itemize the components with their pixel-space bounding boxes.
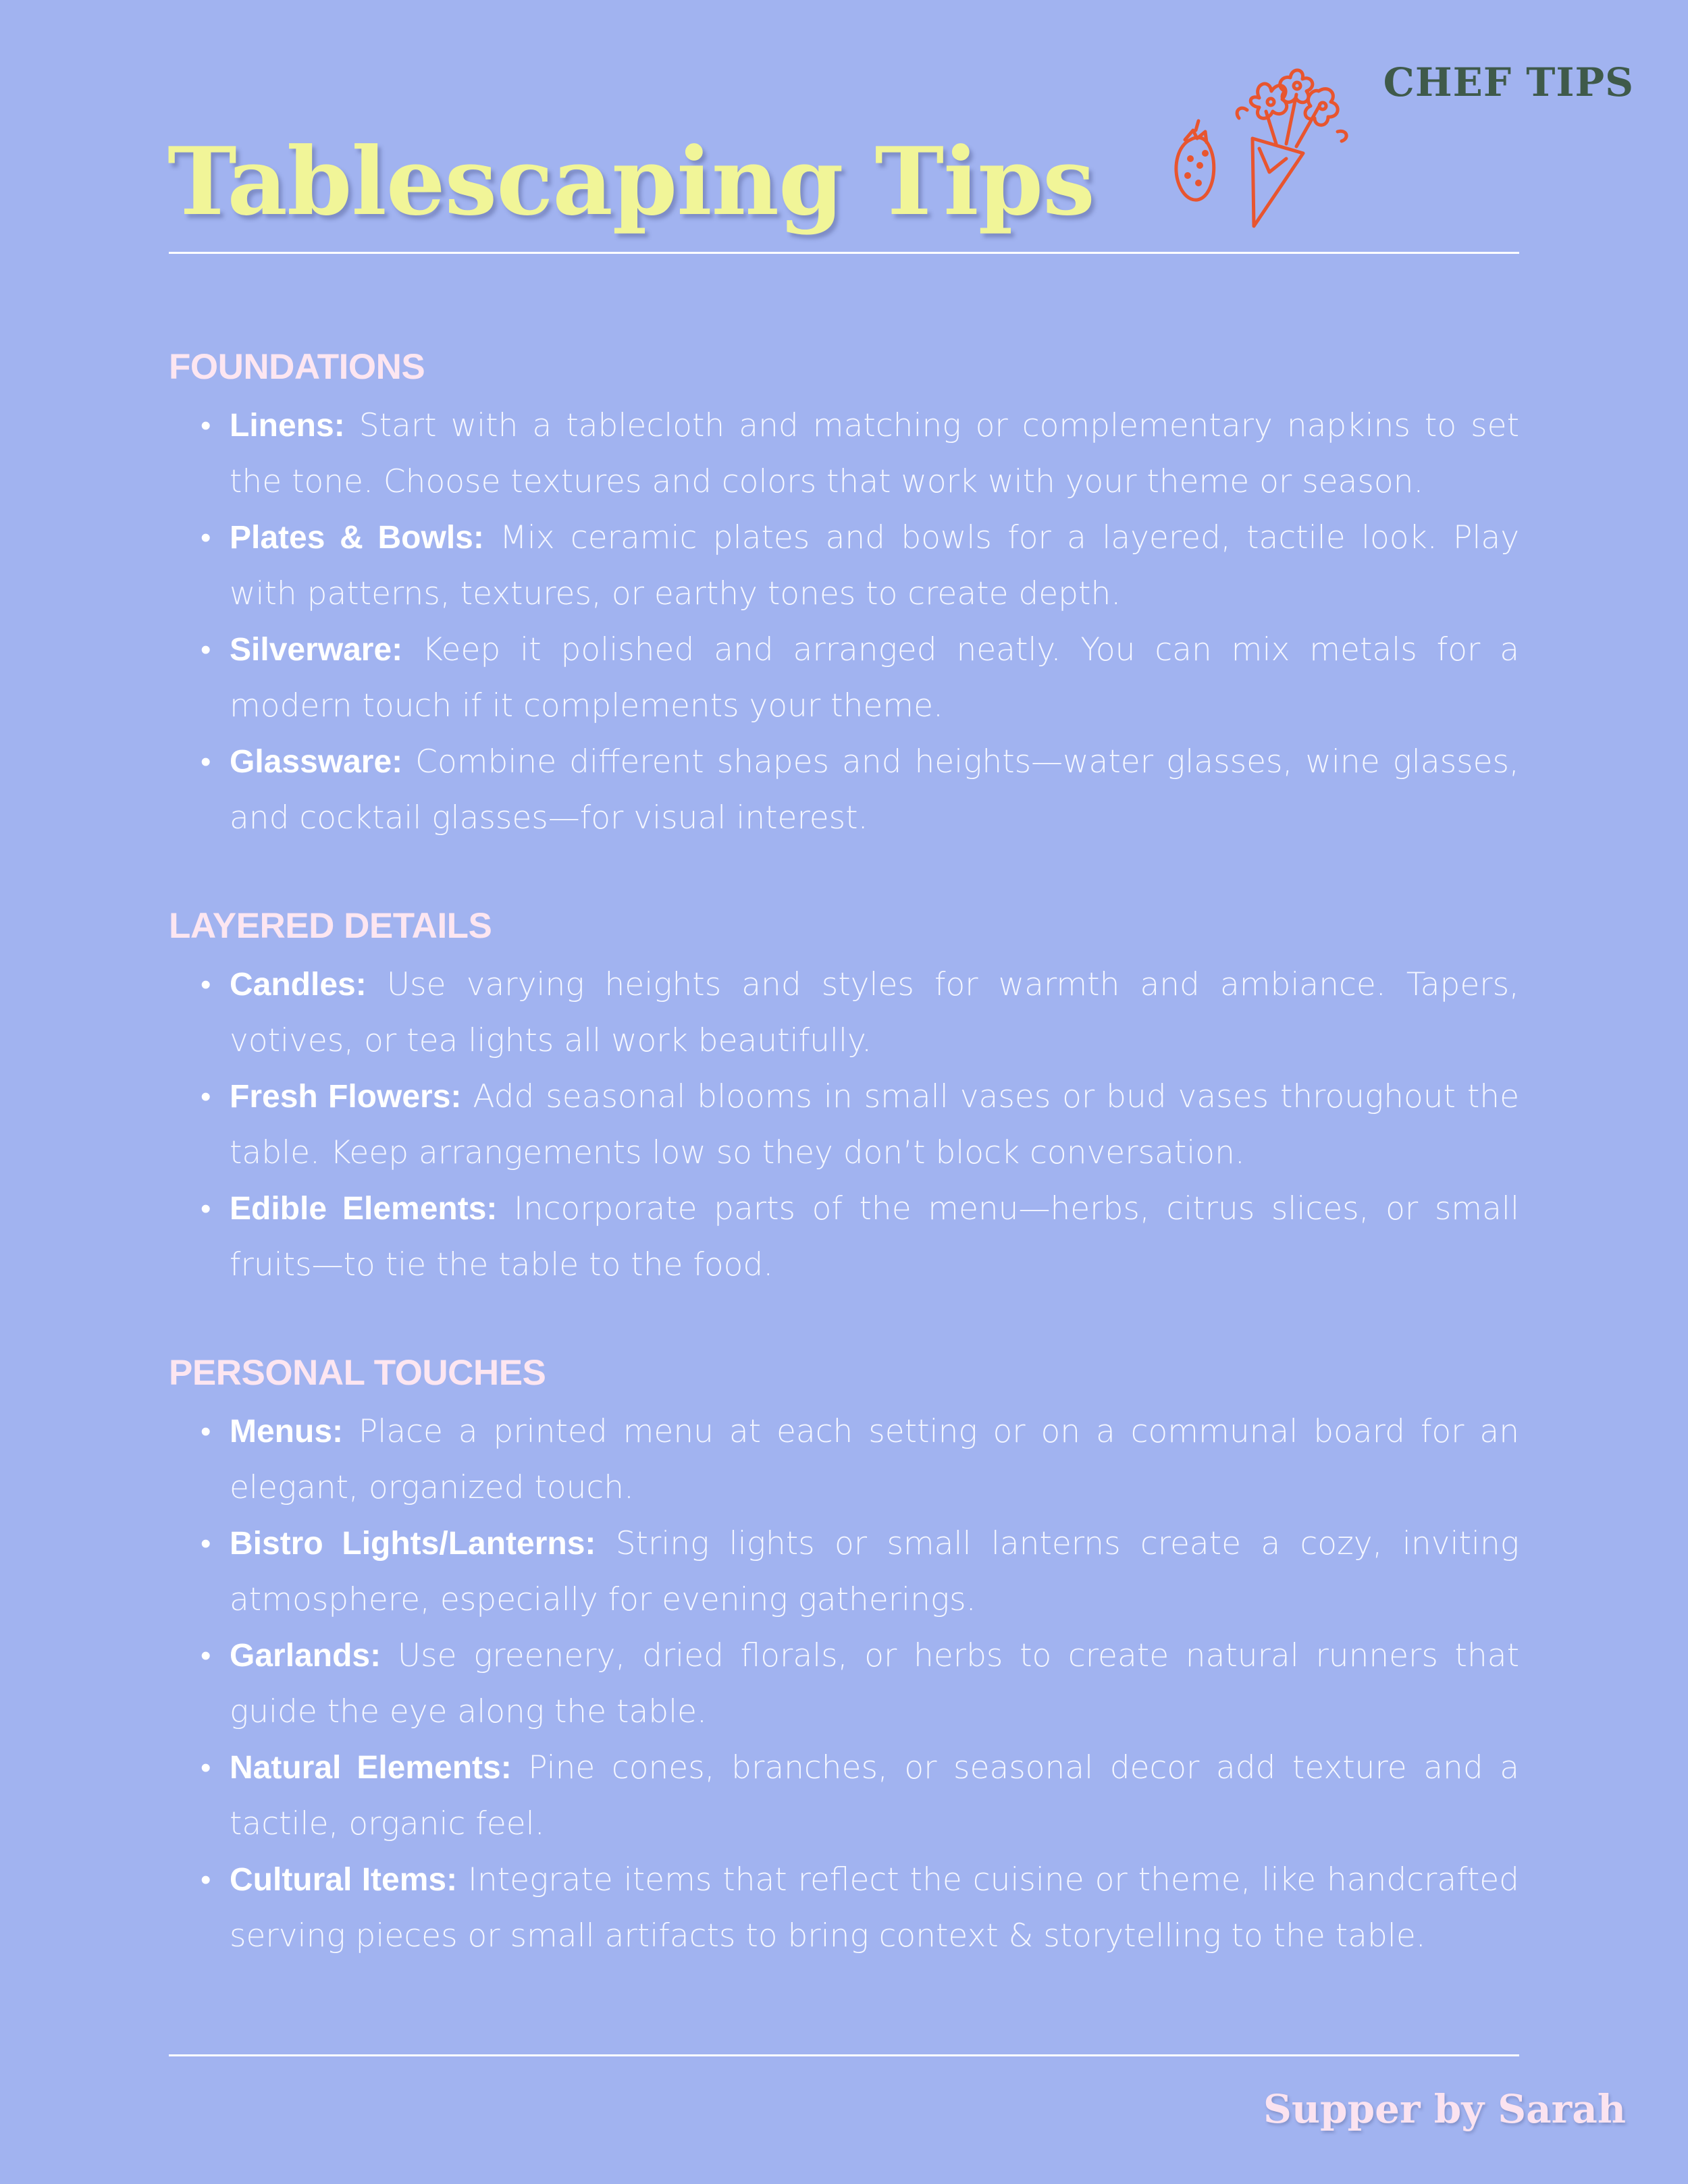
section-heading: FOUNDATIONS xyxy=(169,347,425,387)
tip-item-cultural-items xyxy=(169,1852,1519,1964)
tip-text: Start with a tablecloth and matching or complementary napkins to set the tone. Choose textures and colors that work with your theme or season. xyxy=(230,407,1519,500)
tip-item-edible-elements xyxy=(169,1181,1519,1293)
tip-term: Menus: xyxy=(230,1414,343,1449)
section-personal-touches xyxy=(169,1352,1519,1964)
section-heading: PERSONAL TOUCHES xyxy=(169,1353,546,1393)
chef-tips-label: CHEF TIPS xyxy=(1383,59,1634,105)
section-foundations xyxy=(169,346,1519,846)
tip-text: Integrate items that reflect the cuisine or theme, like handcrafted serving pieces or small artifacts to bring context & storytelling to the table. xyxy=(230,1861,1520,1954)
tip-term: Natural Elements: xyxy=(230,1750,512,1786)
page-title: Tablescaping Tips xyxy=(167,126,1094,236)
tip-item-garlands xyxy=(169,1628,1519,1740)
tip-text: Keep it polished and arranged neatly. You can mix metals for a modern touch if it complements your theme. xyxy=(230,631,1519,724)
tip-text: Add seasonal blooms in small vases or bud vases throughout the table. Keep arrangements low so they don’t block conversation. xyxy=(230,1078,1520,1171)
bullet-icon: • xyxy=(201,745,211,779)
tip-text: Use varying heights and styles for warmth and ambiance. Tapers, votives, or tea lights all work beautifully. xyxy=(230,966,1519,1059)
bullet-icon: • xyxy=(201,408,211,443)
tip-text: Incorporate parts of the menu—herbs, citrus slices, or small fruits—to tie the table to the food. xyxy=(230,1190,1520,1283)
tip-term: Cultural Items: xyxy=(230,1862,458,1898)
tip-list xyxy=(169,957,1519,1293)
bullet-icon: • xyxy=(201,633,211,667)
tip-item-natural-elements xyxy=(169,1740,1519,1852)
bullet-icon: • xyxy=(201,967,211,1002)
tip-term: Plates & Bowls: xyxy=(230,520,484,556)
tip-item-menus xyxy=(169,1404,1519,1516)
strawberry-icon xyxy=(1176,121,1214,200)
tip-item-silverware xyxy=(169,622,1519,734)
bullet-icon: • xyxy=(201,1639,211,1673)
section-heading: LAYERED DETAILS xyxy=(169,906,492,946)
tip-text: Use greenery, dried florals, or herbs to create natural runners that guide the eye along the table. xyxy=(230,1637,1519,1730)
tip-list xyxy=(169,398,1519,846)
bullet-icon: • xyxy=(201,521,211,555)
bottom-divider xyxy=(169,2054,1519,2056)
bullet-icon: • xyxy=(201,1414,211,1449)
strawberry-bouquet-illustration xyxy=(1158,64,1374,240)
tip-term: Linens: xyxy=(230,408,345,444)
tip-item-glassware xyxy=(169,734,1519,846)
tip-term: Edible Elements: xyxy=(230,1191,498,1227)
bullet-icon: • xyxy=(201,1080,211,1114)
footer-brand: Supper by Sarah xyxy=(1263,2086,1626,2132)
flower-bouquet-icon xyxy=(1237,70,1346,226)
tip-item-bistro-lights xyxy=(169,1516,1519,1628)
section-layered-details xyxy=(169,905,1519,1293)
tips-content xyxy=(169,346,1519,1964)
tip-text: Combine different shapes and heights—water glasses, wine glasses, and cocktail glasses—for visual interest. xyxy=(230,743,1519,836)
tip-term: Bistro Lights/Lanterns: xyxy=(230,1526,596,1562)
bullet-icon: • xyxy=(201,1751,211,1785)
tip-text: Mix ceramic plates and bowls for a layered, tactile look. Play with patterns, textures, or earthy tones to create depth. xyxy=(230,519,1520,612)
tip-text: Pine cones, branches, or seasonal decor add texture and a tactile, organic feel. xyxy=(230,1749,1519,1842)
tip-item-fresh-flowers xyxy=(169,1069,1519,1181)
tip-item-linens xyxy=(169,398,1519,510)
bullet-icon: • xyxy=(201,1863,211,1897)
top-divider xyxy=(169,252,1519,254)
bullet-icon: • xyxy=(201,1526,211,1561)
tip-term: Garlands: xyxy=(230,1638,381,1674)
tip-term: Fresh Flowers: xyxy=(230,1079,462,1115)
bullet-icon: • xyxy=(201,1192,211,1226)
tip-item-candles xyxy=(169,957,1519,1069)
tip-item-plates-bowls xyxy=(169,510,1519,622)
tip-term: Silverware: xyxy=(230,632,403,668)
tip-term: Candles: xyxy=(230,967,367,1003)
tip-text: String lights or small lanterns create a cozy, inviting atmosphere, especially for evening gatherings. xyxy=(230,1525,1519,1618)
tip-term: Glassware: xyxy=(230,744,403,780)
tip-text: Place a printed menu at each setting or on a communal board for an elegant, organized touch. xyxy=(230,1413,1519,1506)
tip-list xyxy=(169,1404,1519,1964)
